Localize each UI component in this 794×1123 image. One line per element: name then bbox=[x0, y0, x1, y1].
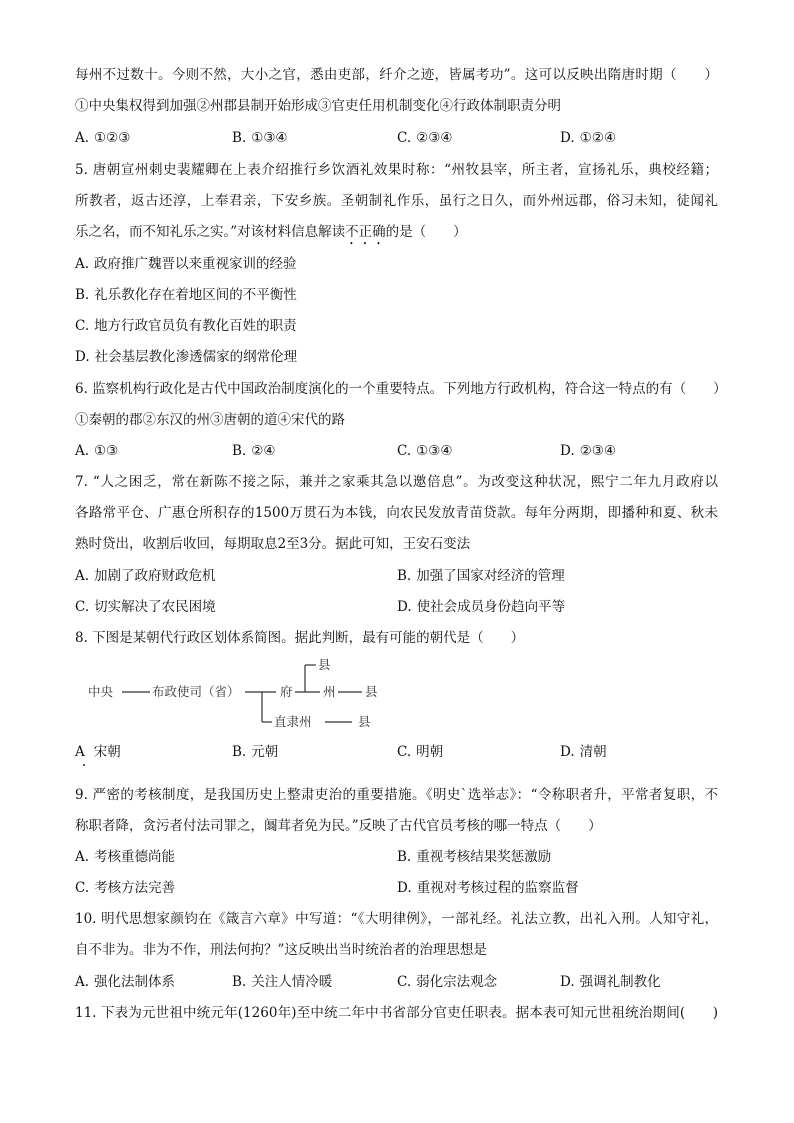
option-text: 宋朝 bbox=[93, 744, 121, 760]
q4-option-c bbox=[397, 128, 452, 148]
option-text: ②③④ bbox=[579, 443, 616, 459]
q6-option-a bbox=[75, 441, 118, 461]
option-label: D. bbox=[560, 443, 575, 459]
option-text: 考核重德尚能 bbox=[94, 849, 176, 865]
q6-option-c bbox=[397, 441, 452, 461]
option-text: 重视对考核过程的监察监督 bbox=[416, 880, 579, 896]
q8-stem-line: 8. 下图是某朝代行政区划体系简图。据此判断，最有可能的朝代是（ ） bbox=[75, 630, 525, 646]
q5-option-b bbox=[75, 285, 297, 305]
option-label: C. bbox=[397, 443, 412, 459]
diagram-node-prefecture: 府 bbox=[280, 684, 293, 699]
q6-option-d bbox=[560, 441, 616, 461]
option-text: 切实解决了农民困境 bbox=[94, 599, 216, 615]
option-text: 政府推广魏晋以来重视家训的经验 bbox=[94, 256, 297, 272]
q7-stem-line: 7. “人之困乏，常在新陈不接之际，兼并之家乘其急以邀倍息”。为改变这种状况，熙宁二年九月政府以 bbox=[75, 474, 718, 490]
q4-option-d bbox=[560, 128, 616, 148]
diagram-node-direct-department: 直隶州 bbox=[274, 714, 312, 729]
option-text: ①②③ bbox=[94, 130, 131, 146]
q10-option-a bbox=[75, 972, 175, 992]
option-text: 强化法制体系 bbox=[94, 974, 176, 990]
q4-option-b bbox=[232, 128, 288, 148]
option-label: B. bbox=[232, 130, 247, 146]
option-text: ①②④ bbox=[579, 130, 616, 146]
option-label: B. bbox=[232, 443, 247, 459]
option-label: A. bbox=[75, 974, 90, 990]
q9-option-c bbox=[75, 878, 175, 898]
q8-option-d bbox=[560, 742, 607, 762]
option-label: A. bbox=[75, 849, 90, 865]
option-text: 考核方法完善 bbox=[94, 880, 176, 896]
q5-stem-text: 的是（ ） bbox=[385, 224, 467, 240]
q5-stem-line-last bbox=[75, 222, 467, 242]
option-text: 元朝 bbox=[251, 744, 279, 760]
q8-option-b bbox=[232, 742, 278, 762]
option-label: D. bbox=[397, 880, 412, 896]
option-label: D. bbox=[397, 599, 412, 615]
option-label: D. bbox=[560, 974, 575, 990]
option-text: 礼乐教化存在着地区间的不平衡性 bbox=[94, 287, 297, 303]
admin-hierarchy-diagram bbox=[80, 650, 400, 735]
option-label: C. bbox=[75, 599, 90, 615]
option-label: B. bbox=[397, 849, 412, 865]
q8-option-a bbox=[75, 742, 121, 762]
option-text: 使社会成员身份趋向平等 bbox=[416, 599, 566, 615]
q5-emphasis-text: 不正确 bbox=[345, 224, 386, 240]
q6-statements: ①秦朝的郡②东汉的州③唐朝的道④宋代的路 bbox=[75, 412, 345, 428]
q4-statements: ①中央集权得到加强②州郡县制开始形成③官吏任用机制变化④行政体制职责分明 bbox=[75, 98, 561, 114]
q9-option-b bbox=[397, 847, 551, 867]
diagram-node-direct-department-county: 县 bbox=[358, 714, 371, 729]
q10-stem-line: 自不非为。非为不作，刑法何拘？”这反映出当时统治者的治理思想是 bbox=[75, 942, 487, 958]
option-label: C. bbox=[75, 318, 90, 334]
option-text: 明朝 bbox=[416, 744, 444, 760]
diagram-node-department-county: 县 bbox=[365, 684, 378, 699]
q7-option-d bbox=[397, 597, 565, 617]
option-text: 弱化宗法观念 bbox=[416, 974, 498, 990]
option-label: A. bbox=[75, 443, 90, 459]
option-text: 加强了国家对经济的管理 bbox=[416, 568, 565, 584]
q7-option-a bbox=[75, 566, 216, 586]
option-text: 关注人情冷暖 bbox=[251, 974, 333, 990]
option-label: C. bbox=[397, 744, 412, 760]
q5-option-a bbox=[75, 254, 297, 274]
option-label: B. bbox=[397, 568, 412, 584]
q4-stem-line: 每州不过数十。今则不然，大小之官，悉由吏部，纤介之迹，皆属考功”。这可以反映出隋唐时期（ ） bbox=[75, 67, 718, 83]
option-text: ②③④ bbox=[416, 130, 453, 146]
q5-stem-line: 所教者，返古还淳，上奉君亲，下安乡族。圣朝制礼作乐，虽行之日久，而外州远郡，俗习未知，徒闻礼 bbox=[75, 193, 718, 209]
option-label: B. bbox=[232, 744, 247, 760]
option-text: 强调礼制教化 bbox=[579, 974, 661, 990]
q7-option-c bbox=[75, 597, 216, 617]
option-text: ①③④ bbox=[251, 130, 288, 146]
q9-stem-line: 称职者降，贪污者付法司罪之，阘茸者免为民。”反映了古代官员考核的哪一特点（ ） bbox=[75, 818, 602, 834]
q7-option-b bbox=[397, 566, 565, 586]
option-text: 清朝 bbox=[579, 744, 607, 760]
option-label: A. bbox=[75, 256, 90, 272]
diagram-node-prefecture-county: 县 bbox=[318, 657, 331, 672]
option-text: 重视考核结果奖惩激励 bbox=[416, 849, 552, 865]
option-label: D. bbox=[75, 349, 90, 365]
option-text: ①③ bbox=[94, 443, 119, 459]
option-label: A bbox=[75, 744, 85, 760]
q5-stem-text: 乐之名，而不知礼乐之实。”对该材料信息解读 bbox=[75, 224, 346, 240]
option-label: A. bbox=[75, 130, 90, 146]
option-text: ①③④ bbox=[416, 443, 453, 459]
option-text: 地方行政官员负有教化百姓的职责 bbox=[94, 318, 297, 334]
q8-option-c bbox=[397, 742, 443, 762]
q4-option-a bbox=[75, 128, 130, 148]
diagram-node-province: 布政使司（省） bbox=[152, 684, 240, 699]
q10-option-c bbox=[397, 972, 497, 992]
option-label: B. bbox=[75, 287, 90, 303]
q5-stem-line: 5. 唐朝宣州刺史裴耀卿在上表介绍推行乡饮酒礼效果时称：“州牧县宰，所主者，宣扬礼乐，典校经籍； bbox=[75, 162, 718, 178]
option-label: C. bbox=[75, 880, 90, 896]
q7-stem-line: 熟时贷出，收割后收回，每期取息2至3分。据此可知，王安石变法 bbox=[75, 536, 471, 552]
q10-option-d bbox=[560, 972, 661, 992]
option-label: B. bbox=[232, 974, 247, 990]
q9-option-d bbox=[397, 878, 579, 898]
option-label: A. bbox=[75, 568, 90, 584]
q6-option-b bbox=[232, 441, 275, 461]
option-text: ②④ bbox=[251, 443, 276, 459]
diagram-node-center: 中央 bbox=[88, 684, 114, 699]
stray-dot-mark bbox=[83, 764, 85, 766]
q5-option-c bbox=[75, 316, 297, 336]
q10-stem-line: 10. 明代思想家颜钧在《箴言六章》中写道：“《大明律例》，一部礼经。礼法立教，出礼入刑。人知守礼， bbox=[75, 911, 718, 927]
q10-option-b bbox=[232, 972, 332, 992]
option-text: 加剧了政府财政危机 bbox=[94, 568, 216, 584]
option-label: D. bbox=[560, 130, 575, 146]
diagram-node-department: 州 bbox=[323, 684, 336, 699]
q9-option-a bbox=[75, 847, 175, 867]
option-label: D. bbox=[560, 744, 575, 760]
q7-stem-line: 各路常平仓、广惠仓所积存的1500万贯石为本钱，向农民发放青苗贷款。每年分两期，即播种和夏、秋未 bbox=[75, 505, 718, 521]
option-label: C. bbox=[397, 130, 412, 146]
q5-option-d bbox=[75, 347, 297, 367]
q11-stem-line: 11. 下表为元世祖中统元年(1260年)至中统二年中书省部分官吏任职表。据本表可知元世祖统治期间( ) bbox=[75, 1005, 718, 1021]
option-label: C. bbox=[397, 974, 412, 990]
option-text: 社会基层教化渗透儒家的纲常伦理 bbox=[94, 349, 298, 365]
q9-stem-line: 9. 严密的考核制度，是我国历史上整肃吏治的重要措施。《明史`选举志》：“令称职者升，平常者复职，不 bbox=[75, 787, 718, 803]
q6-stem-line: 6. 监察机构行政化是古代中国政治制度演化的一个重要特点。下列地方行政机构，符合这一特点的有（ ） bbox=[75, 381, 727, 397]
